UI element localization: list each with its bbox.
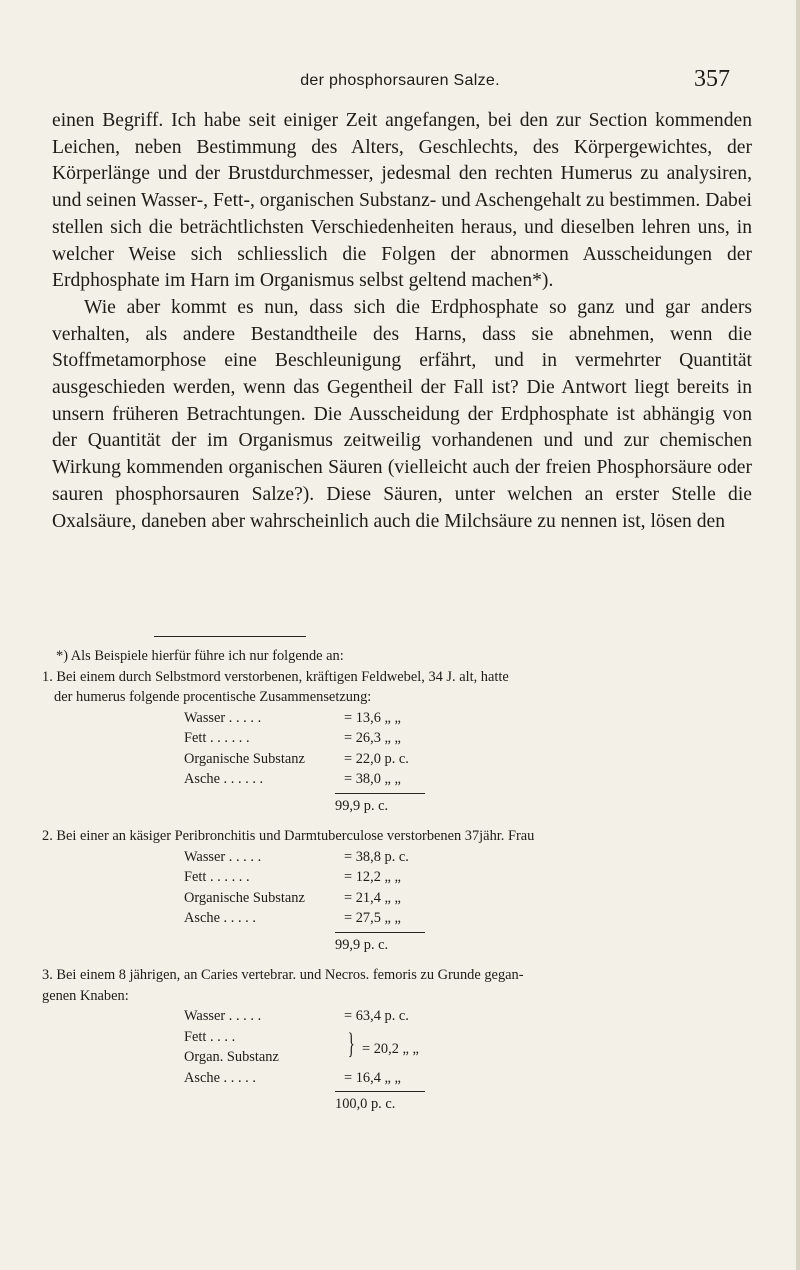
component-value: = 27,5 „ „ <box>344 910 401 926</box>
case1-composition-table <box>184 708 464 790</box>
component-label: Wasser . . . . . <box>184 1008 262 1024</box>
component-label: Asche . . . . . . <box>184 771 264 787</box>
table-row <box>184 847 464 868</box>
combined-value-cell <box>344 1027 464 1068</box>
case1-total <box>335 790 762 817</box>
running-title: der phosphorsauren Salze. <box>300 72 500 89</box>
case3-total-value: 100,0 p. c. <box>335 1096 396 1112</box>
body-paragraph-2: Wie aber kommt es nun, dass sich die Erdphosphate so ganz und gar anders verhalten, als andere Bestandtheile des Harns, dass sie abnehmen, wenn die Stoffmetamorphose eine Beschleunigung erfährt, und in vermehrter Quantität ausgeschieden werden, wenn das Gegentheil der Fall ist? Die Antwort liegt bereits in unsern früheren Betrachtungen. Die Ausscheidung der Erdphosphate ist abhängig von der Quantität der im Organismus zeitweilig vorhandenen und und zur chemischen Wirkung kommenden organischen Säuren (vielleicht auch der freien Phosphorsäure oder sauren phosphorsauren Salze?). Diese Säuren, unter welchen an erster Stelle die Oxalsäure, daneben aber wahrscheinlich auch die Milchsäure zu nennen ist, lösen den <box>52 296 752 532</box>
component-value: = 38,0 „ „ <box>344 771 401 787</box>
body-text <box>52 108 752 535</box>
table-row <box>184 867 464 888</box>
component-label: Fett . . . . . . <box>184 869 250 885</box>
case2-total <box>335 929 762 956</box>
component-value: = 38,8 p. c. <box>344 848 409 865</box>
component-label: Fett . . . . . . <box>184 730 250 746</box>
table-row <box>184 1006 464 1027</box>
component-label: Asche . . . . . <box>184 910 256 926</box>
table-row <box>184 908 464 929</box>
table-row <box>184 708 464 729</box>
component-label: Fett . . . . <box>184 1028 236 1045</box>
table-row <box>184 749 464 770</box>
case1-line-1: 1. Bei einem durch Selbstmord verstorbenen, kräftigen Feldwebel, 34 J. alt, hatte <box>42 668 509 685</box>
component-label: Wasser . . . . . <box>184 709 262 726</box>
component-value: = 12,2 „ „ <box>344 869 401 885</box>
table-row <box>184 1068 464 1089</box>
component-value: = 13,6 „ „ <box>344 709 401 726</box>
case2-line-1: 2. Bei einer an käsiger Peribronchitis und Darmtuberculose verstorbenen 37jähr. Frau <box>42 828 535 844</box>
component-value: = 63,4 p. c. <box>344 1008 409 1024</box>
footnote-rule <box>154 636 306 637</box>
case3-line-2: genen Knaben: <box>42 987 129 1004</box>
component-value: = 20,2 „ „ <box>362 1041 419 1058</box>
component-value: = 26,3 „ „ <box>344 730 401 746</box>
body-paragraph-1: einen Begriff. Ich habe seit einiger Zeit angefangen, bei den zur Section kommenden Leichen, neben Bestimmung des Alters, Geschlechts, des Körpergewichtes, der Körperlänge und der Brustdurchmesser, jedesmal den rechten Humerus zu analysiren, und seinen Wasser-, Fett-, organischen Substanz- und Aschengehalt zu bestimmen. Dabei stellen sich die beträchtlichsten Verschiedenheiten heraus, und dieselben lehren uns, in welcher Weise sich schliesslich die Folgen der abnormen Ausscheidungen der Erdphosphate im Harn im Organismus selbst geltend machen*). <box>52 110 752 292</box>
table-row <box>184 769 464 790</box>
component-value: = 16,4 „ „ <box>344 1069 401 1086</box>
page-number: 357 <box>694 66 730 92</box>
page-header <box>0 66 800 100</box>
sum-rule <box>335 932 425 933</box>
case3-total <box>335 1088 762 1115</box>
case2-total-value: 99,9 p. c. <box>335 936 389 953</box>
component-value: = 21,4 „ „ <box>344 889 401 906</box>
footnote-intro: *) Als Beispiele hierfür führe ich nur folgende an: <box>56 648 344 664</box>
table-row <box>184 888 464 909</box>
case1-total-value: 99,9 p. c. <box>335 797 389 814</box>
page-edge <box>796 0 800 1270</box>
case3-line-1: 3. Bei einem 8 jährigen, an Caries vertebrar. und Necros. femoris zu Grunde gegan- <box>42 967 524 983</box>
table-row <box>184 728 464 749</box>
sum-rule <box>335 1091 425 1092</box>
brace-glyph: } <box>347 1027 355 1061</box>
component-label: Wasser . . . . . <box>184 848 262 865</box>
component-label: Organische Substanz <box>184 750 305 767</box>
footnotes <box>42 646 762 1115</box>
component-value: = 22,0 p. c. <box>344 750 409 767</box>
component-label: Organ. Substanz <box>184 1049 279 1065</box>
case2-composition-table <box>184 847 464 929</box>
sum-rule <box>335 793 425 794</box>
component-label: Organische Substanz <box>184 889 305 906</box>
table-row <box>184 1027 464 1048</box>
case3-composition-table <box>184 1006 464 1088</box>
case1-line-2: der humerus folgende procentische Zusammensetzung: <box>54 689 372 705</box>
component-label: Asche . . . . . <box>184 1069 256 1086</box>
